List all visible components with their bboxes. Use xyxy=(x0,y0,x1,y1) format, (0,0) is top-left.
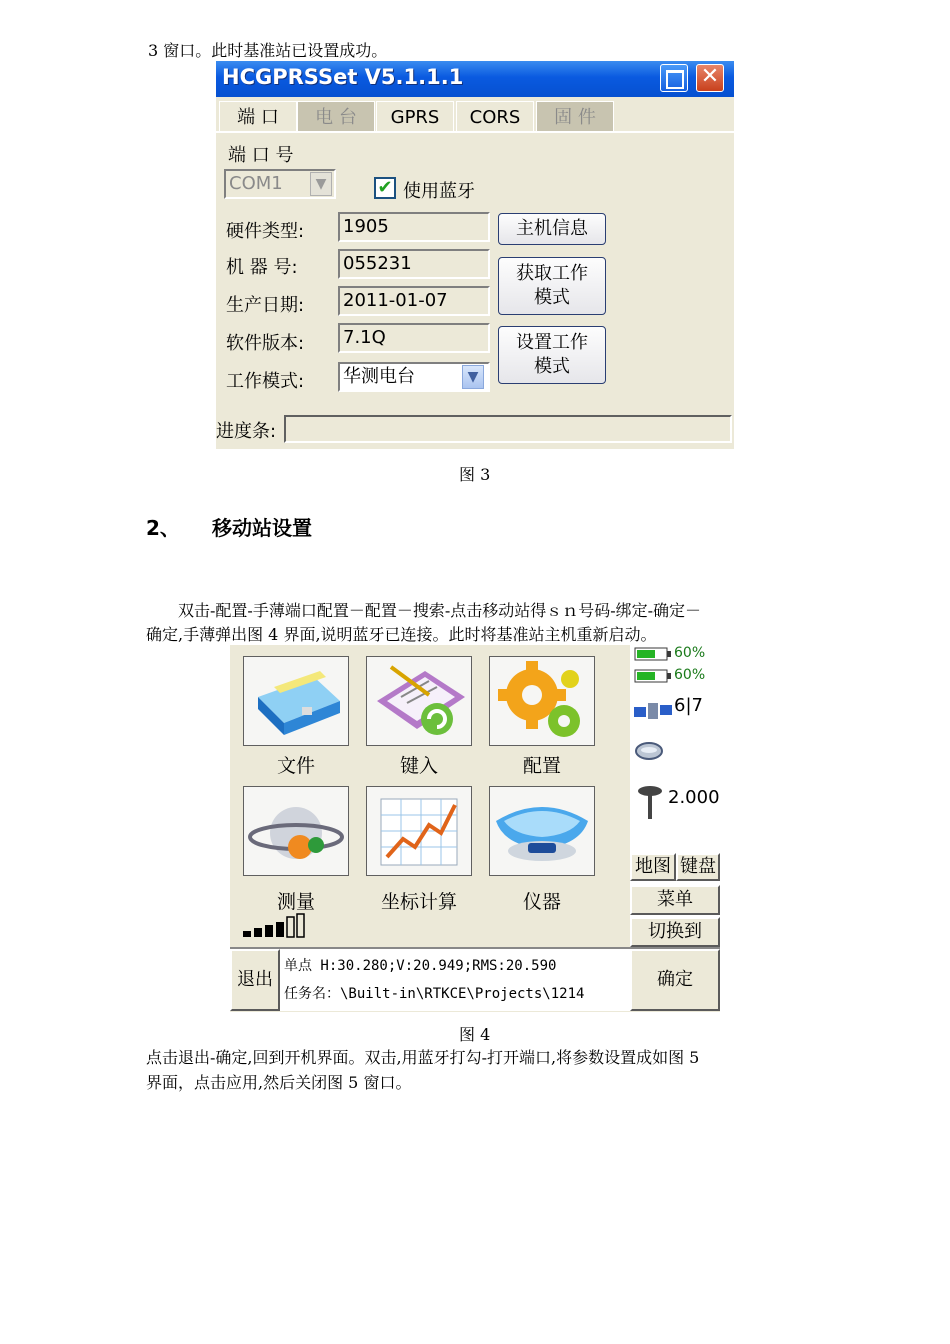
menu-button[interactable]: 菜单 xyxy=(630,885,720,915)
tab-gprs[interactable]: GPRS xyxy=(376,101,454,131)
instrument-tile[interactable] xyxy=(489,786,595,876)
status-line-1: 单点 H:30.280;V:20.949;RMS:20.590 xyxy=(284,958,557,974)
antenna-height: 2.000 xyxy=(668,787,720,808)
chevron-down-icon[interactable]: ▼ xyxy=(310,172,332,196)
date-field[interactable]: 2011-01-07 xyxy=(338,286,490,316)
satellite-count: 6|7 xyxy=(674,695,703,716)
host-info-button[interactable]: 主机信息 xyxy=(498,213,606,245)
line-chart-icon xyxy=(367,787,471,875)
get-mode-button[interactable]: 获取工作 模式 xyxy=(498,257,606,315)
config-tile[interactable] xyxy=(489,656,595,746)
hardware-label: 硬件类型: xyxy=(226,221,305,242)
map-button[interactable]: 地图 xyxy=(630,853,676,881)
input-tile[interactable] xyxy=(366,656,472,746)
serial-label: 机 器 号: xyxy=(226,257,298,278)
status-bar xyxy=(280,949,630,1011)
tab-port[interactable]: 端 口 xyxy=(219,101,297,131)
maximize-button[interactable] xyxy=(660,64,688,92)
status-line-2: 任务名：\Built-in\RTKCE\Projects\1214 xyxy=(284,986,585,1002)
file-tile[interactable] xyxy=(243,656,349,746)
version-field[interactable]: 7.1Q xyxy=(338,323,490,353)
survey-label: 测量 xyxy=(276,891,315,913)
window-title: HCGPRSSet V5.1.1.1 xyxy=(222,65,464,89)
exit-button[interactable]: 退出 xyxy=(230,949,280,1011)
hardware-field[interactable]: 1905 xyxy=(338,212,490,242)
para3-line1: 点击退出-确定,回到开机界面。双击,用蓝牙打勾-打开端口,将参数设置成如图 5 xyxy=(146,1048,700,1067)
progress-label: 进度条: xyxy=(216,421,277,442)
tab-radio[interactable]: 电 台 xyxy=(297,101,375,131)
receiver-icon xyxy=(490,787,594,875)
tab-cors[interactable]: CORS xyxy=(456,101,534,131)
maximize-icon xyxy=(666,70,684,89)
port-value: COM1 xyxy=(229,173,283,194)
signal-strength-icon xyxy=(243,913,323,939)
section-title: 移动站设置 xyxy=(212,516,312,540)
ok-button[interactable]: 确定 xyxy=(630,949,720,1011)
title-bar xyxy=(216,61,734,97)
hcgprsset-window xyxy=(216,61,734,449)
mode-combo[interactable] xyxy=(338,362,490,392)
clipboard-icon xyxy=(367,657,471,745)
serial-field[interactable]: 055231 xyxy=(338,249,490,279)
para2-line1: 双击-配置-手薄端口配置－配置－搜索-点击移动站得ｓｎ号码-绑定-确定－ xyxy=(178,601,702,620)
coord-calc-tile[interactable] xyxy=(366,786,472,876)
chevron-down-icon[interactable]: ▼ xyxy=(462,365,484,389)
fig4-caption: 图 4 xyxy=(459,1025,491,1044)
fig3-caption: 图 3 xyxy=(459,465,491,484)
bluetooth-label: 使用蓝牙 xyxy=(403,181,475,202)
close-button[interactable] xyxy=(696,64,724,92)
close-icon: ✕ xyxy=(700,64,720,89)
check-icon: ✔ xyxy=(377,177,393,198)
receiver-status-icon xyxy=(634,741,664,761)
para3-line2: 界面，点击应用,然后关闭图 5 窗口。 xyxy=(146,1073,412,1092)
coord-calc-label: 坐标计算 xyxy=(380,891,457,913)
intro-line: 3 窗口。此时基准站已设置成功。 xyxy=(148,41,388,60)
controller-screen xyxy=(230,645,720,1012)
battery1-percent: 60% xyxy=(674,645,706,661)
folder-icon xyxy=(244,657,348,745)
input-label: 键入 xyxy=(399,755,438,777)
battery-icon xyxy=(634,669,674,683)
tab-firmware[interactable]: 固 件 xyxy=(536,101,614,131)
gear-icon xyxy=(490,657,594,745)
port-label: 端 口 号 xyxy=(228,145,294,166)
battery2-percent: 60% xyxy=(674,667,706,683)
para2-line2: 确定,手薄弹出图 4 界面,说明蓝牙已连接。此时将基准站主机重新启动。 xyxy=(146,625,657,644)
instrument-label: 仪器 xyxy=(522,891,561,913)
mode-value: 华测电台 xyxy=(343,366,415,387)
port-combo[interactable] xyxy=(224,169,336,199)
file-label: 文件 xyxy=(276,755,315,777)
mode-label: 工作模式: xyxy=(226,371,305,392)
globe-icon xyxy=(244,787,348,875)
version-label: 软件版本: xyxy=(226,333,305,354)
set-mode-button[interactable]: 设置工作 模式 xyxy=(498,326,606,384)
keyboard-button[interactable]: 键盘 xyxy=(676,853,720,881)
survey-tile[interactable] xyxy=(243,786,349,876)
progress-bar xyxy=(284,415,732,443)
antenna-icon xyxy=(634,785,666,821)
battery-icon xyxy=(634,647,674,661)
switch-to-button[interactable]: 切换到 xyxy=(630,917,720,947)
config-label: 配置 xyxy=(522,755,561,777)
section-number: 2、 xyxy=(146,516,180,540)
bluetooth-checkbox[interactable] xyxy=(374,177,396,199)
date-label: 生产日期: xyxy=(226,295,305,316)
satellite-icon xyxy=(632,699,674,725)
